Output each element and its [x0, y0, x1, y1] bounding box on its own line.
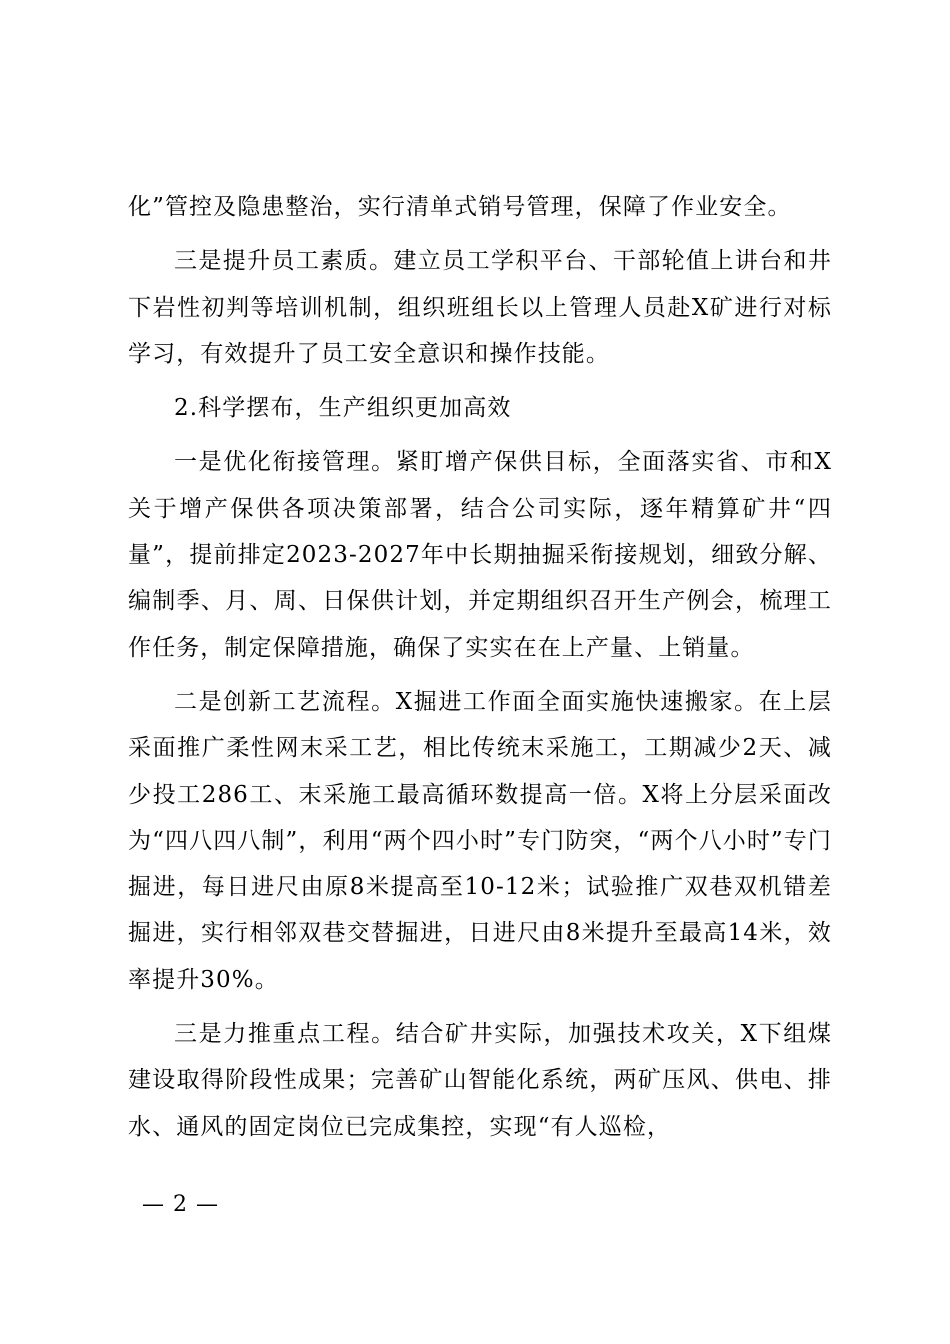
paragraph-gap: [128, 230, 832, 238]
paragraph-gap: [128, 671, 832, 679]
paragraph-optimize-connection: 一是优化衔接管理。紧盯增产保供目标，全面落实省、市和X关于增产保供各项决策部署，结合公司实际，逐年精算矿井“四量”，提前排定2023-2027年中长期抽掘采衔接规划，细致分解、编制季、月、周、日保供计划，并定期组织召开生产例会，梳理工作任务，制定保障措施，确保了实实在在上产量、上销量。: [128, 449, 832, 661]
page-number: — 2 —: [142, 1192, 219, 1217]
paragraph-gap: [128, 1003, 832, 1011]
paragraph-continuation: 化”管控及隐患整治，实行清单式销号管理，保障了作业安全。: [128, 194, 792, 220]
paragraph-innovate-process: 二是创新工艺流程。X掘进工作面全面实施快速搬家。在上层采面推广柔性网末采工艺，相比传统末采施工，工期减少2天、减少投工286工、末采施工最高循环数提高一倍。X将上分层采面改为“四八四八制”，利用“两个四小时”专门防突，“两个八小时”专门掘进，每日进尺由原8米提高至10-12米；试验推广双巷双机错差掘进，实行相邻双巷交替掘进，日进尺由8米提升至最高14米，效率提升30%。: [128, 688, 832, 993]
paragraph-improve-staff-quality: 三是提升员工素质。建立员工学积平台、干部轮值上讲台和井下岩性初判等培训机制，组织班组长以上管理人员赴X矿进行对标学习，有效提升了员工安全意识和操作技能。: [128, 248, 832, 367]
paragraph-gap: [128, 377, 832, 385]
paragraph-gap: [128, 431, 832, 439]
paragraph-key-projects: 三是力推重点工程。结合矿井实际，加强技术攻关，X下组煤建设取得阶段性成果；完善矿山智能化系统，两矿压风、供电、排水、通风的固定岗位已完成集控，实现“有人巡检，: [128, 1021, 832, 1140]
section-heading-production: 2.科学摆布，生产组织更加高效: [174, 395, 512, 422]
body-text: [128, 184, 832, 1150]
